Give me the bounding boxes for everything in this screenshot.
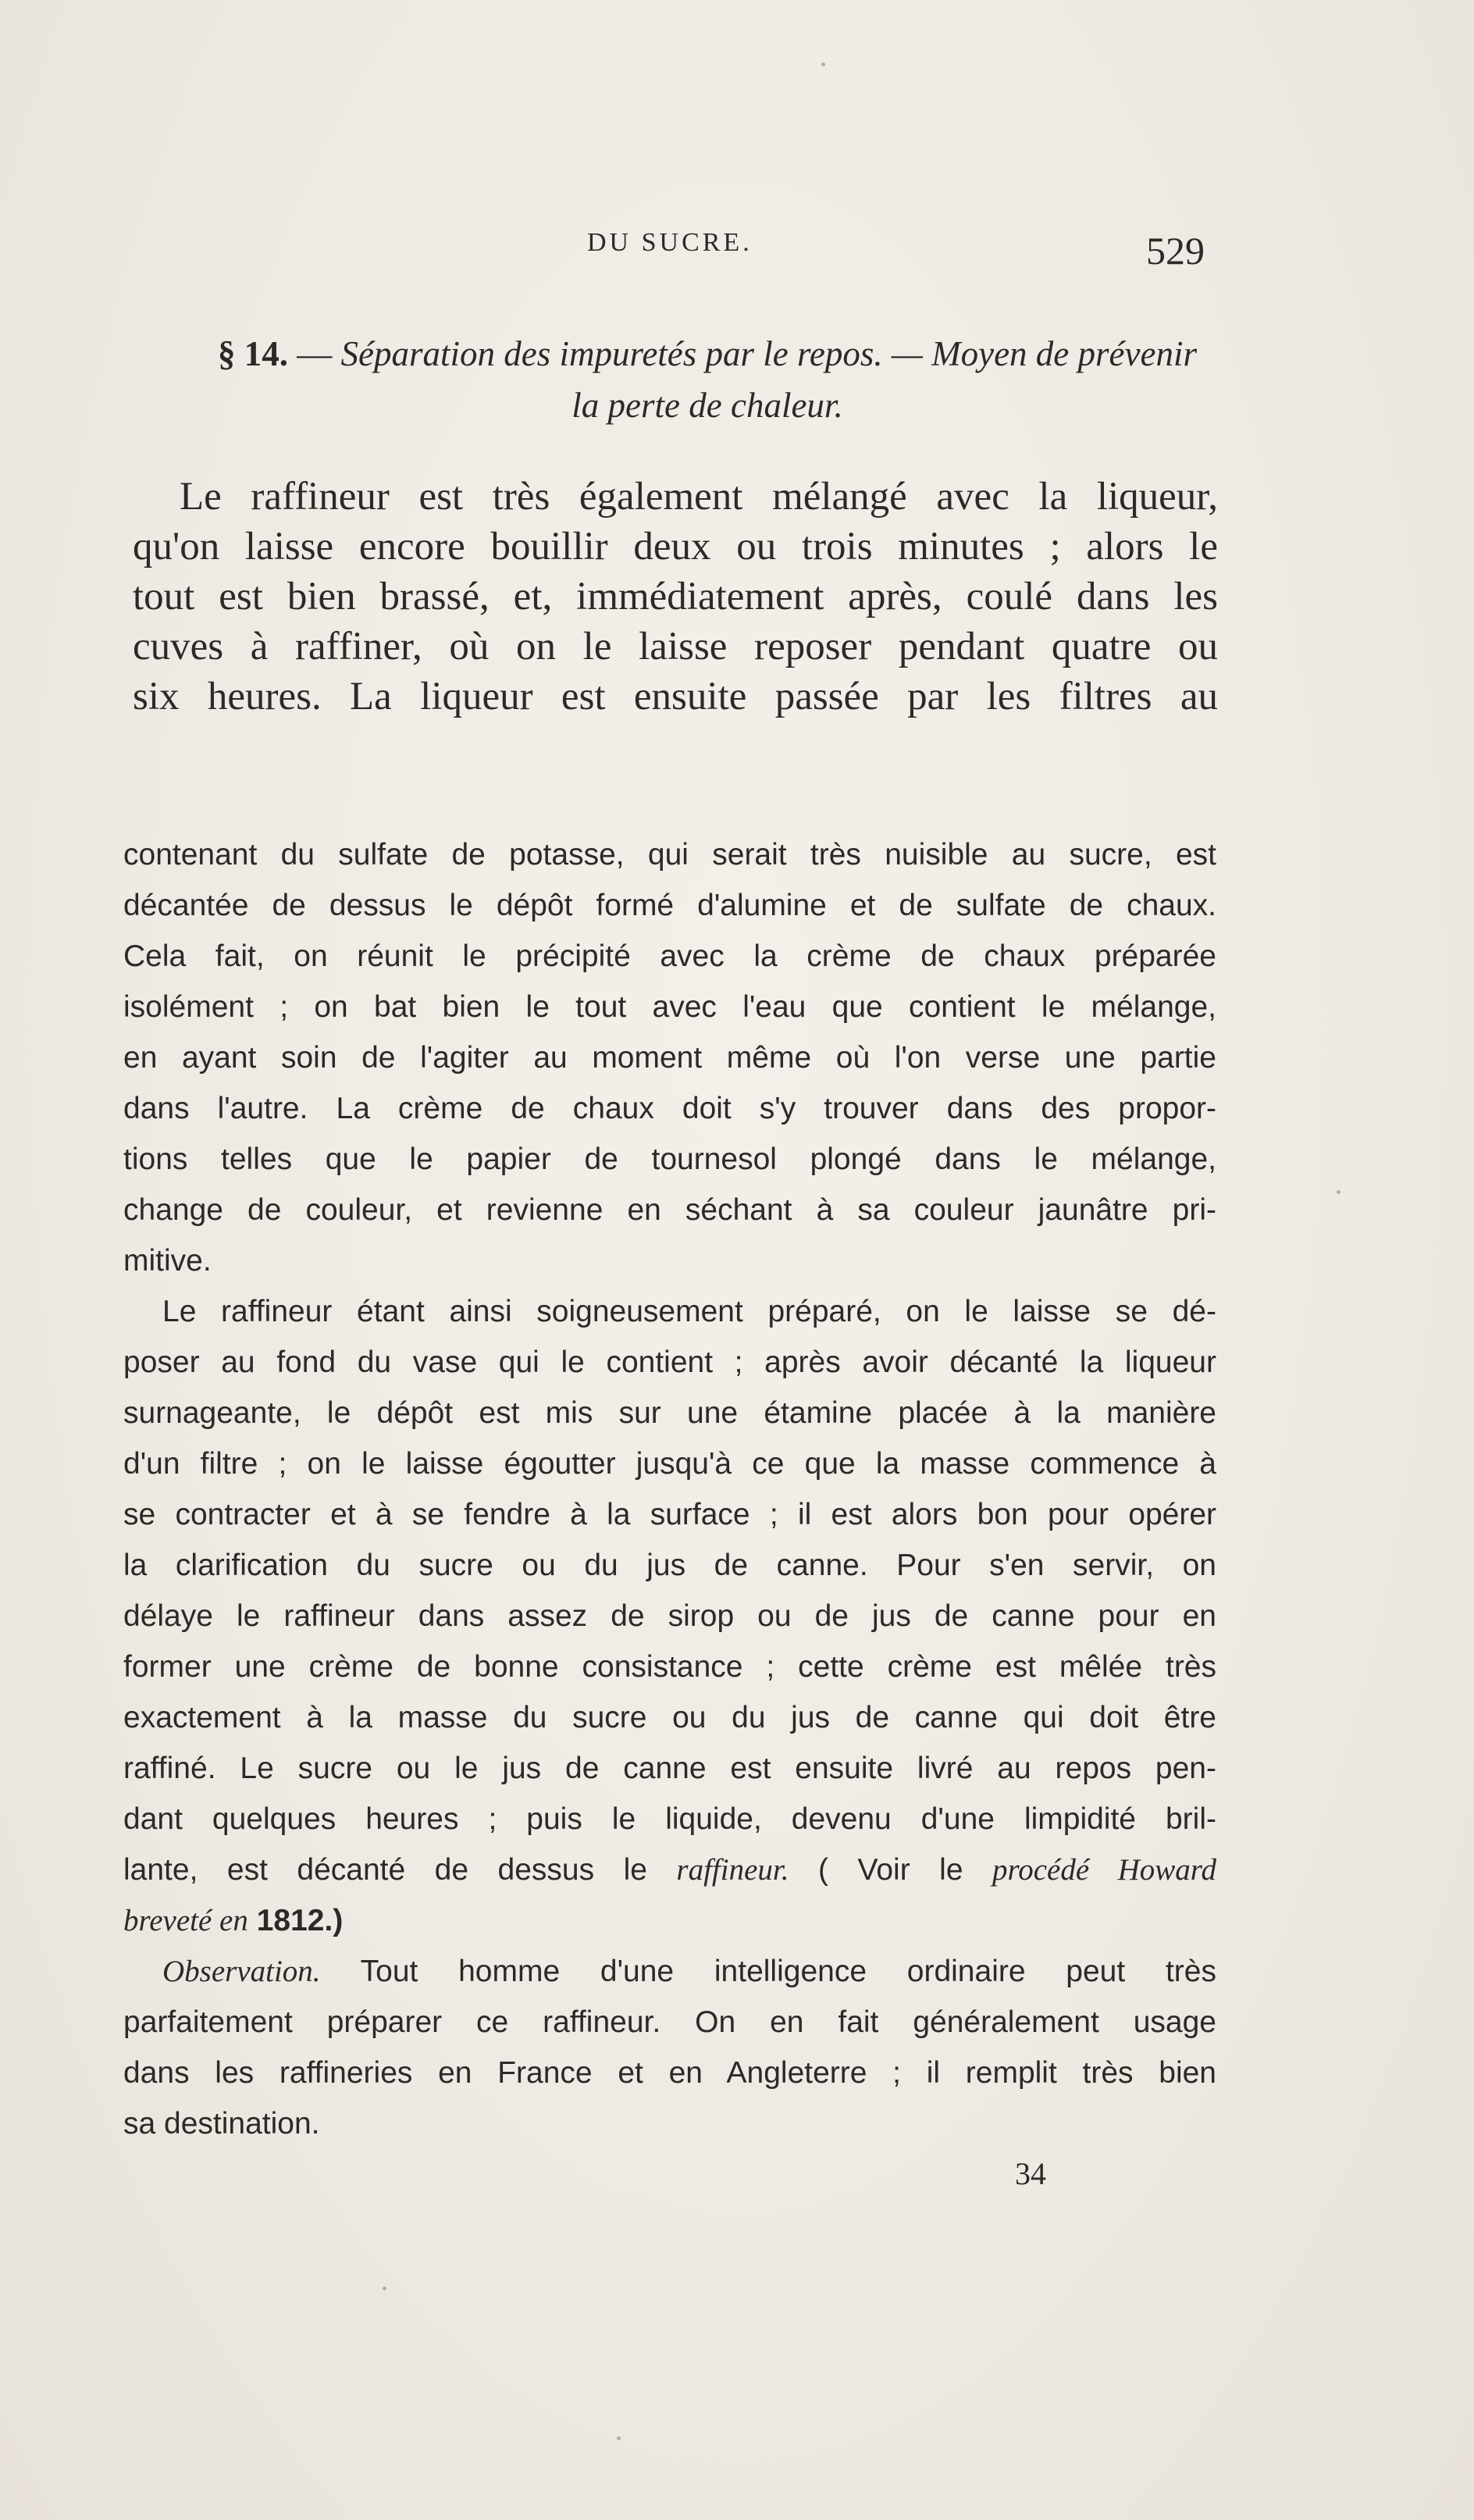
text-line: dant quelques heures ; puis le liquide, devenu d'une limpidité bril-	[123, 1802, 1216, 1836]
paragraph-2	[123, 1286, 1216, 1946]
text-line	[123, 1946, 1216, 1997]
text-line: six heures. La liqueur est ensuite passée par les filtres au	[133, 675, 1218, 718]
text-fragment: Tout homme d'une intelligence ordinaire peut très	[360, 1955, 1216, 1988]
text-line: former une crème de bonne consistance ; cette crème est mêlée très	[123, 1650, 1216, 1684]
text-line: dans les raffineries en France et en Angleterre ; il remplit très bien	[123, 2056, 1216, 2090]
text-fragment: ( Voir le	[818, 1853, 963, 1887]
section-title-part1: Séparation des impuretés par le repos.	[340, 334, 883, 373]
running-title: DU SUCRE.	[587, 228, 753, 257]
text-line: tions telles que le papier de tournesol plongé dans le mélange,	[123, 1142, 1216, 1176]
text-line: poser au fond du vase qui le contient ; après avoir décanté la liqueur	[123, 1346, 1216, 1379]
text-line: mitive.	[123, 1244, 212, 1278]
italic-fragment: raffineur.	[676, 1853, 789, 1887]
text-line: surnageante, le dépôt est mis sur une étamine placée à la manière	[123, 1396, 1216, 1430]
text-fragment: lante, est décanté de dessus le	[123, 1853, 647, 1887]
signature-mark: 34	[1015, 2156, 1046, 2191]
text-line: change de couleur, et revienne en séchant à sa couleur jaunâtre pri-	[123, 1193, 1216, 1227]
text-line	[123, 1895, 1216, 1946]
text-line: cuves à raffiner, où on le laisse reposer pendant quatre ou	[133, 625, 1218, 668]
text-line: Cela fait, on réunit le précipité avec la crème de chaux préparée	[123, 939, 1216, 973]
text-line: délaye le raffineur dans assez de sirop ou de jus de canne pour en	[123, 1599, 1216, 1633]
paper-speck	[821, 62, 825, 66]
text-line: d'un filtre ; on le laisse égoutter jusqu'à ce que la masse commence à	[123, 1447, 1216, 1481]
text-line	[123, 1845, 1216, 1895]
text-line: contenant du sulfate de potasse, qui serait très nuisible au sucre, est	[123, 838, 1216, 871]
text-line: la clarification du sucre ou du jus de canne. Pour s'en servir, on	[123, 1549, 1216, 1582]
section-heading	[137, 328, 1277, 431]
text-line: raffiné. Le sucre ou le jus de canne est ensuite livré au repos pen-	[123, 1752, 1216, 1785]
paper-speck	[617, 2436, 621, 2440]
section-title-part2: — Moyen de prévenir	[891, 334, 1197, 373]
paragraph-3	[123, 1946, 1216, 2149]
paper-speck	[1337, 1190, 1340, 1194]
text-line: qu'on laisse encore bouillir deux ou trois minutes ; alors le	[133, 525, 1218, 569]
section-dash: —	[297, 334, 333, 373]
italic-fragment: breveté en	[123, 1904, 248, 1937]
text-line: décantée de dessus le dépôt formé d'alumine et de sulfate de chaux.	[123, 889, 1216, 922]
text-line: en ayant soin de l'agiter au moment même où l'on verse une partie	[123, 1041, 1216, 1075]
paragraph-1	[123, 829, 1216, 1286]
year-fragment: 1812.)	[256, 1904, 344, 1937]
page-number: 529	[1146, 229, 1205, 273]
section-number: § 14.	[218, 334, 288, 373]
section-title-part3: la perte de chaleur.	[571, 386, 843, 425]
text-line: se contracter et à se fendre à la surface ; il est alors bon pour opérer	[123, 1498, 1216, 1531]
text-line: tout est bien brassé, et, immédiatement après, coulé dans les	[133, 575, 1218, 618]
italic-fragment: procédé Howard	[992, 1853, 1216, 1887]
text-line	[133, 472, 1218, 522]
text-line: sa destination.	[123, 2107, 320, 2140]
text-line: isolément ; on bat bien le tout avec l'eau que contient le mélange,	[123, 990, 1216, 1024]
text-block-small-type	[123, 829, 1216, 2149]
text-line: dans l'autre. La crème de chaux doit s'y trouver dans des propor-	[123, 1092, 1216, 1125]
text-line: parfaitement préparer ce raffineur. On en fait généralement usage	[123, 2005, 1216, 2039]
italic-fragment: Observation.	[162, 1955, 321, 1988]
text-line-content: Le raffineur est très également mélangé avec la liqueur,	[180, 475, 1218, 519]
text-line: Le raffineur étant ainsi soigneusement préparé, on le laisse se dé-	[162, 1295, 1216, 1328]
text-block-large-type	[133, 472, 1218, 722]
paper-speck	[383, 2287, 386, 2290]
text-line: exactement à la masse du sucre ou du jus de canne qui doit être	[123, 1701, 1216, 1734]
